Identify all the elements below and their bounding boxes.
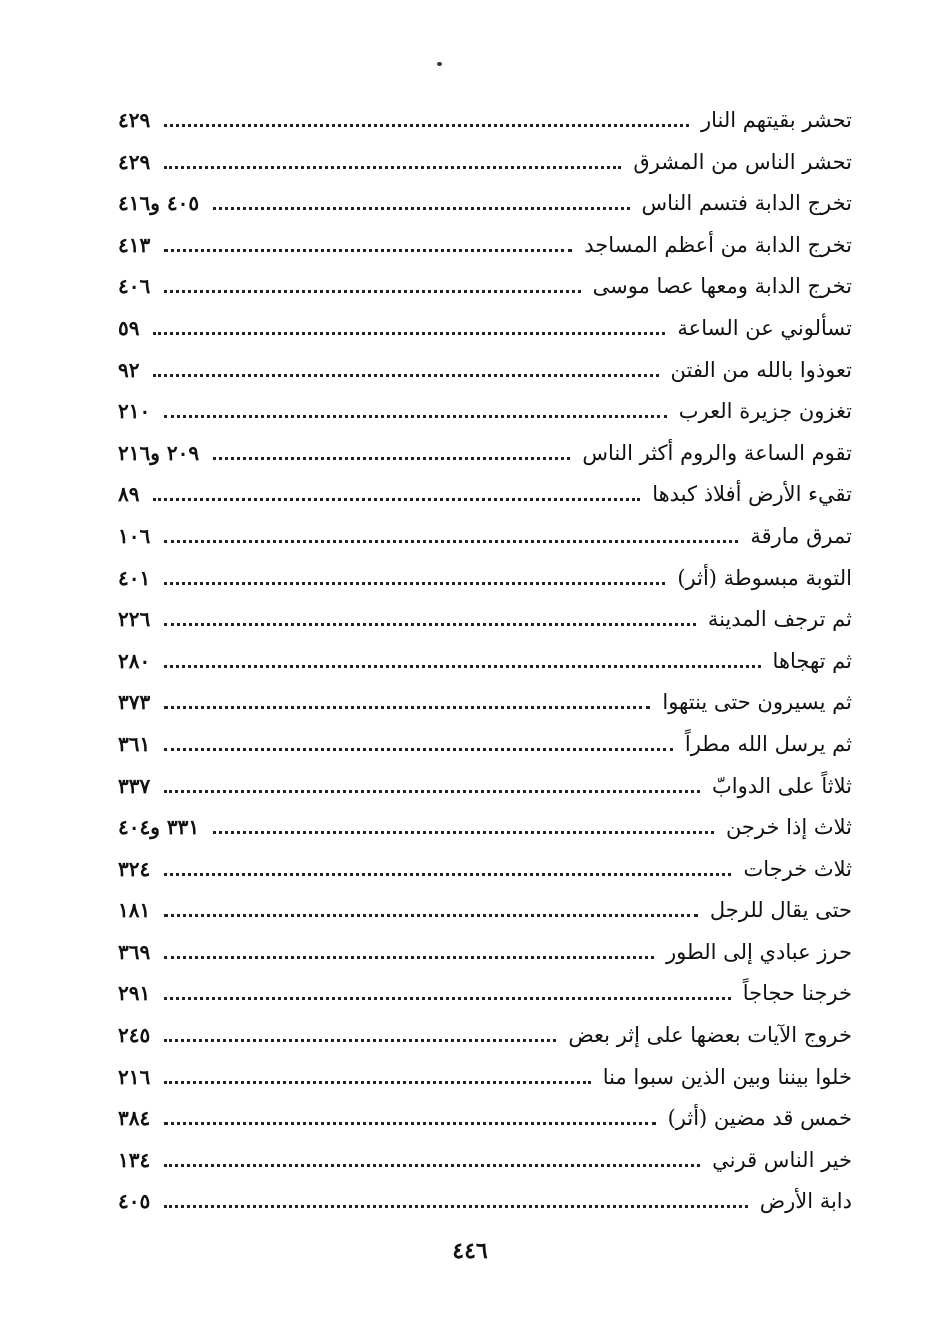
dot-leader bbox=[164, 249, 572, 252]
index-entry bbox=[118, 266, 852, 308]
entry-pages: ٢٨٠ bbox=[118, 648, 151, 673]
dot-leader bbox=[213, 207, 629, 210]
dot-leader bbox=[164, 1122, 655, 1125]
index-entry bbox=[118, 807, 852, 849]
dot-leader bbox=[164, 665, 760, 668]
entry-text: خير الناس قرني bbox=[712, 1147, 852, 1172]
index-entry bbox=[118, 391, 852, 433]
entry-pages: ٤١٣ bbox=[118, 232, 151, 257]
dot-leader bbox=[164, 540, 738, 543]
entry-text: تحشر بقيتهم النار bbox=[701, 108, 852, 132]
index-entry bbox=[118, 350, 852, 392]
entry-pages: ٢٠٩ و٢١٦ bbox=[118, 440, 200, 465]
index-entry bbox=[118, 308, 852, 350]
entry-text: خلوا بيننا وبين الذين سبوا منا bbox=[602, 1064, 852, 1089]
entry-text: تمرق مارقة bbox=[750, 523, 852, 548]
dot-leader bbox=[164, 166, 621, 169]
entry-pages: ٤٠٦ bbox=[118, 274, 151, 299]
entry-pages: ٤٠١ bbox=[118, 565, 151, 590]
entry-pages: ٤٢٩ bbox=[118, 108, 151, 132]
index-entry bbox=[118, 516, 852, 558]
entry-pages: ١٨١ bbox=[118, 898, 151, 923]
entry-pages: ٢١٦ bbox=[118, 1064, 151, 1089]
entry-text: ثلاث إذا خرجن bbox=[725, 815, 852, 840]
entry-pages: ٣٦٩ bbox=[118, 939, 151, 964]
dot-leader bbox=[153, 374, 658, 377]
entry-text: تقيء الأرض أفلاذ كبدها bbox=[652, 482, 852, 507]
dot-leader bbox=[164, 1081, 591, 1084]
dot-leader bbox=[164, 623, 696, 626]
index-entry bbox=[118, 183, 852, 225]
dot-leader bbox=[164, 873, 731, 876]
entry-text: تخرج الدابة ومعها عصا موسى bbox=[592, 274, 852, 299]
entry-pages: ٤٠٥ bbox=[118, 1189, 151, 1214]
index-entry bbox=[118, 890, 852, 932]
dot-leader bbox=[164, 582, 665, 585]
index-entry bbox=[118, 849, 852, 891]
dot-leader bbox=[213, 831, 714, 834]
entry-text: تغزون جزيرة العرب bbox=[678, 399, 852, 424]
entry-text: ثم يسيرون حتى ينتهوا bbox=[662, 690, 852, 715]
index-entry bbox=[118, 932, 852, 974]
dot-leader bbox=[153, 332, 665, 335]
entry-text: التوبة مبسوطة (أثر) bbox=[677, 565, 852, 590]
index-entry bbox=[118, 1057, 852, 1099]
entry-pages: ٣٨٤ bbox=[118, 1106, 151, 1131]
entry-text: خمس قد مضين (أثر) bbox=[667, 1106, 852, 1131]
entry-text: ثلاث خرجات bbox=[743, 856, 852, 881]
index-entry bbox=[118, 1098, 852, 1140]
dot-leader bbox=[153, 498, 640, 501]
entry-text: ثم تهجاها bbox=[772, 648, 852, 673]
dot-leader bbox=[164, 1205, 747, 1208]
entry-text: ثم ترجف المدينة bbox=[707, 607, 852, 632]
entry-pages: ١٣٤ bbox=[118, 1147, 151, 1172]
dot-leader bbox=[164, 997, 730, 1000]
entry-text: حرز عبادي إلى الطور bbox=[666, 939, 852, 964]
entry-text: حتى يقال للرجل bbox=[709, 898, 852, 923]
index-entry bbox=[118, 558, 852, 600]
entry-pages: ٣٦١ bbox=[118, 731, 151, 756]
entry-pages: ١٠٦ bbox=[118, 523, 151, 548]
index-entry bbox=[118, 1140, 852, 1182]
entry-pages: ٣٧٣ bbox=[118, 690, 151, 715]
dot-leader bbox=[164, 790, 700, 793]
dot-leader bbox=[213, 457, 570, 460]
index-entry bbox=[118, 1015, 852, 1057]
dot-leader bbox=[164, 290, 580, 293]
page-number: ٤٤٦ bbox=[452, 1238, 488, 1264]
entry-pages: ٣٣٧ bbox=[118, 773, 151, 798]
dot-leader bbox=[164, 914, 698, 917]
index-entry bbox=[118, 433, 852, 475]
entry-text: تخرج الدابة فتسم الناس bbox=[641, 191, 852, 216]
entry-text: تسألوني عن الساعة bbox=[677, 315, 852, 340]
index-entry bbox=[118, 599, 852, 641]
entry-text: خرجنا حجاجاً bbox=[742, 981, 852, 1006]
index-entry bbox=[118, 100, 852, 142]
dot-leader bbox=[164, 124, 689, 127]
dot-leader bbox=[164, 1164, 700, 1167]
entry-pages: ٣٢٤ bbox=[118, 856, 151, 881]
top-dot-mark bbox=[437, 62, 442, 66]
dot-leader bbox=[164, 415, 667, 418]
entry-text: ثلاثاً على الدوابّ bbox=[712, 773, 852, 798]
entry-pages: ٤٠٥ و٤١٦ bbox=[118, 191, 200, 216]
dot-leader bbox=[164, 1039, 556, 1042]
entry-pages: ٢٢٦ bbox=[118, 607, 151, 632]
entry-text: تخرج الدابة من أعظم المساجد bbox=[584, 232, 852, 257]
index-entry bbox=[118, 766, 852, 808]
dot-leader bbox=[164, 748, 673, 751]
entry-pages: ٢١٠ bbox=[118, 399, 151, 424]
index-entry bbox=[118, 474, 852, 516]
index-entry bbox=[118, 973, 852, 1015]
index-entry bbox=[118, 1181, 852, 1223]
entry-text: تقوم الساعة والروم أكثر الناس bbox=[582, 440, 852, 465]
entry-pages: ٣٣١ و٤٠٤ bbox=[118, 815, 200, 840]
entry-text: تحشر الناس من المشرق bbox=[633, 149, 852, 174]
index-entry bbox=[118, 142, 852, 184]
entry-pages: ٢٤٥ bbox=[118, 1023, 151, 1048]
entry-pages: ٢٩١ bbox=[118, 981, 151, 1006]
entry-pages: ٥٩ bbox=[118, 315, 140, 340]
index-entry bbox=[118, 225, 852, 267]
index-entry bbox=[118, 682, 852, 724]
entry-text: تعوذوا بالله من الفتن bbox=[670, 357, 852, 382]
entry-pages: ٩٢ bbox=[118, 357, 140, 382]
entry-text: خروج الآيات بعضها على إثر بعض bbox=[568, 1023, 852, 1048]
dot-leader bbox=[164, 956, 654, 959]
entry-text: ثم يرسل الله مطراً bbox=[684, 731, 852, 756]
index-list bbox=[118, 100, 852, 1223]
dot-leader bbox=[164, 706, 650, 709]
entry-text: دابة الأرض bbox=[759, 1189, 852, 1214]
entry-pages: ٤٢٩ bbox=[118, 149, 151, 174]
entry-pages: ٨٩ bbox=[118, 482, 140, 507]
index-entry bbox=[118, 724, 852, 766]
index-entry bbox=[118, 641, 852, 683]
